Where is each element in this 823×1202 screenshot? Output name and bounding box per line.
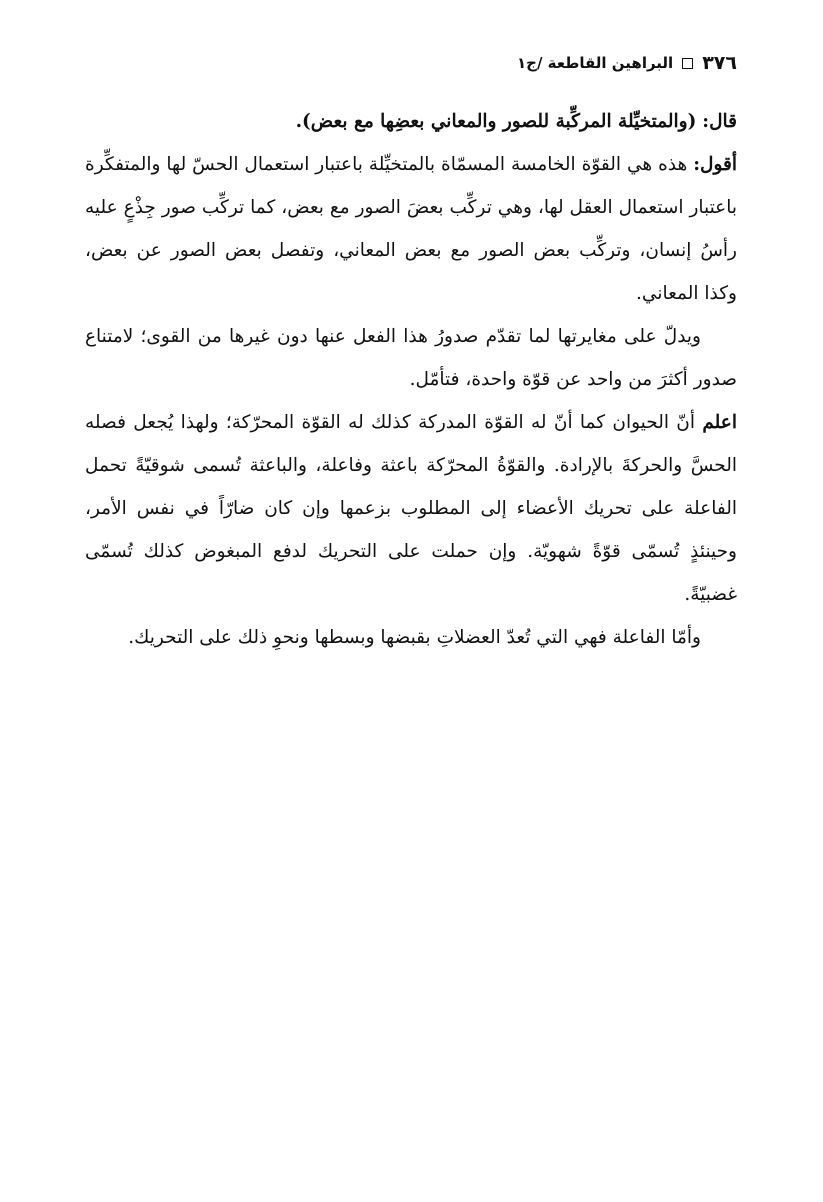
paragraph-motive-faculty: [85, 401, 737, 616]
paragraph-text: وأمّا الفاعلة فهي التي تُعدّ العضلاتِ بقبضها وبسطها ونحوِ ذلك على التحريك.: [128, 627, 701, 648]
running-title: البراهين القاطعة /ج١: [517, 54, 674, 72]
body-text: [85, 100, 737, 659]
page-number: ٣٧٦: [702, 52, 737, 74]
paragraph-commentary: [85, 143, 737, 315]
quoted-matn: (والمتخيِّلة المركِّبة للصور والمعاني بعضِها مع بعض).: [295, 111, 697, 132]
paragraph-lead: اعلم: [702, 412, 737, 433]
paragraph-text: ويدلّ على مغايرتها لما تقدّم صدورُ هذا الفعل عنها دون غيرها من القوى؛ لامتناع صدور أكثرَ من واحد عن قوّة واحدة، فتأمّل.: [85, 326, 737, 390]
separator-box-icon: [682, 58, 693, 69]
paragraph-text: أنّ الحيوان كما أنّ له القوّة المدركة كذلك له القوّة المحرّكة؛ ولهذا يُجعل فصله الحسَّ والحركةَ بالإرادة. والقوّةُ المحرّكة باعثة وفاعلة، والباعثة تُسمى شوقيّةً تحمل الفاعلة على تحريك الأعضاء إلى المطلوب بزعمها وإن كان ضارّاً في نفس الأمر، وحينئذٍ تُسمّى قوّةً شهويّة. وإن حملت على التحريك لدفع المبغوض كذلك تُسمّى غضبيّةً.: [85, 412, 737, 605]
paragraph-lead: قال:: [702, 111, 737, 132]
paragraph-agent-faculty: [85, 616, 737, 659]
running-header: [517, 50, 737, 76]
paragraph-lead: أقول:: [693, 154, 737, 175]
paragraph-argument: [85, 315, 737, 401]
paragraph-quote: [85, 100, 737, 143]
paragraph-text: هذه هي القوّة الخامسة المسمّاة بالمتخيِّلة باعتبار استعمال الحسّ لها والمتفكِّرة باعتبار استعمال العقل لها، وهي تركِّب بعضَ الصور مع بعض، كما تركِّب صور جِذْعٍ عليه رأسُ إنسان، وتركِّب بعض الصور مع بعض المعاني، وتفصل بعض الصور عن بعض، وكذا المعاني.: [85, 154, 737, 304]
